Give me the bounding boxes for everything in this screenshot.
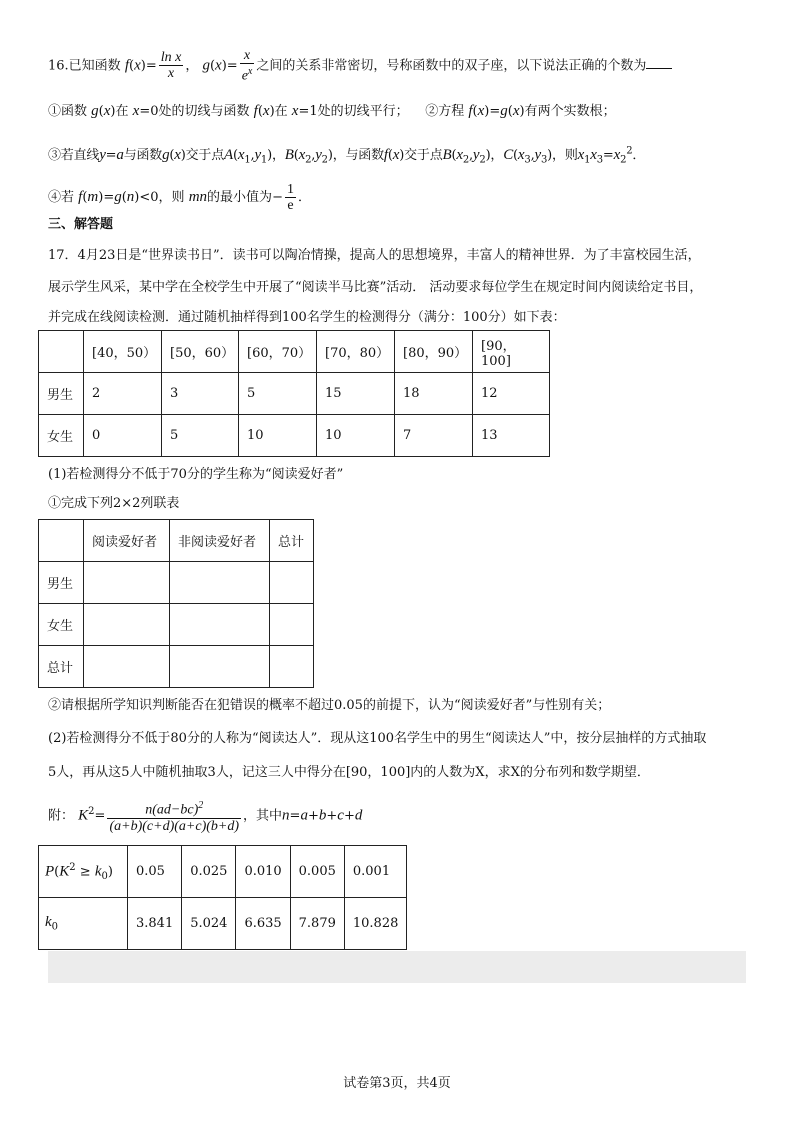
table-row: 总计 [39,646,314,688]
page-footer: 试卷第3页，共4页 [343,1076,451,1091]
q17-part1-sub1: ①完成下列2×2列联表 [48,496,180,511]
frac-x-over-ex: $\frac{x}{e^x}$ [241,48,253,84]
q16-stem: 16.已知函数 f(x)= $\frac{\text{ln x}}{x}$ ， g(x)= $\frac{x}{e^x}$ 之间的关系非常密切，号称函数中的双子座，以下说法正确的个数为 [48,48,754,84]
score-header-cell: [60，70） [239,331,317,373]
score-header-cell: [70，80） [317,331,395,373]
critical-value-table: $P(K^2 \ge k_0)$ 0.05 0.025 0.010 0.005 0.001 $k_0$ 3.841 5.024 6.635 7.879 10.828 [38,845,407,950]
frac-1-over-e: $\frac{1}{e}$ [286,182,294,213]
score-header-cell: [50，60） [162,331,239,373]
score-header-cell: [40，50） [84,331,162,373]
q17-part2-line1: (2)若检测得分不低于80分的人称为“阅读达人”．现从这100名学生中的男生“阅读达人”中，按分层抽样的方式抽取 [48,731,707,746]
answer-blank[interactable] [646,56,672,69]
q17-para-1: 17．4月23日是“世界读书日”．读书可以陶冶情操，提高人的思想境界，丰富人的精神世界．为了丰富校园生活， [48,248,701,263]
blank-cell[interactable] [270,604,314,646]
q17-part1: (1)若检测得分不低于70分的学生称为“阅读爱好者” [48,467,344,482]
blank-cell[interactable] [270,646,314,688]
table-row: 女生 [39,604,314,646]
score-table [38,330,550,457]
q17-para-2: 展示学生风采，某中学在全校学生中开展了“阅读半马比赛”活动． 活动要求每位学生在规定时间内阅读给定书目， [48,280,703,295]
blank-cell[interactable] [270,562,314,604]
blank-cell[interactable] [84,646,170,688]
contingency-table: 阅读爱好者 非阅读爱好者 总计 男生 女生 总计 [38,519,314,688]
table-row: 女生 0 5 10 10 7 13 [39,415,550,457]
q17-part1-sub2: ②请根据所学知识判断能否在犯错误的概率不超过0.05的前提下，认为“阅读爱好者”与性别有关； [48,698,611,713]
q16-statement-1-2: ①函数 g(x)在 x=0处的切线与函数 f(x)在 x=1处的切线平行； ②方程 f(x)=g(x)有两个实数根； [48,103,616,119]
appendix-formula: 附： $K^2=$ $\frac{n(ad-bc)^2}{(a+b)(c+d)(a+c)(b+d)}$ ，其中n=a+b+c+d [48,800,363,834]
answer-area[interactable] [48,951,746,983]
table-row: 男生 2 3 5 15 18 12 [39,373,550,415]
q16-statement-4: ④若 f(m)=g(n)<0，则 mn的最小值为− $\frac{1}{e}$ ． [48,182,311,213]
table-row: 男生 [39,562,314,604]
q16-statement-3: ③若直线y=a与函数g(x)交于点$A(x_1,y_1)$，$B(x_2,y_2)$，与函数f(x)交于点$B(x_2,y_2)$，$C(x_3,y_3)$，则$x_1x_3=x_2^2$． [48,145,646,166]
formula-f: f [124,57,129,74]
blank-cell[interactable] [170,646,270,688]
k-squared-formula: $\frac{n(ad-bc)^2}{(a+b)(c+d)(a+c)(b+d)}$ [109,800,240,834]
blank-cell[interactable] [170,562,270,604]
score-header-cell: [90，100] [473,331,550,373]
score-header-cell: [80，90） [395,331,473,373]
blank-cell[interactable] [170,604,270,646]
score-header-cell [39,331,84,373]
q17-para-3: 并完成在线阅读检测．通过随机抽样得到100名学生的检测得分（满分：100分）如下表： [48,310,566,325]
section-title: 三、解答题 [48,217,114,232]
blank-cell[interactable] [84,562,170,604]
blank-cell[interactable] [84,604,170,646]
frac-lnx-over-x: $\frac{\text{ln x}}{x}$ [160,50,182,82]
q17-part2-line2: 5人，再从这5人中随机抽取3人，记这三人中得分在[90，100]内的人数为X，求X的分布列和数学期望． [48,765,650,780]
